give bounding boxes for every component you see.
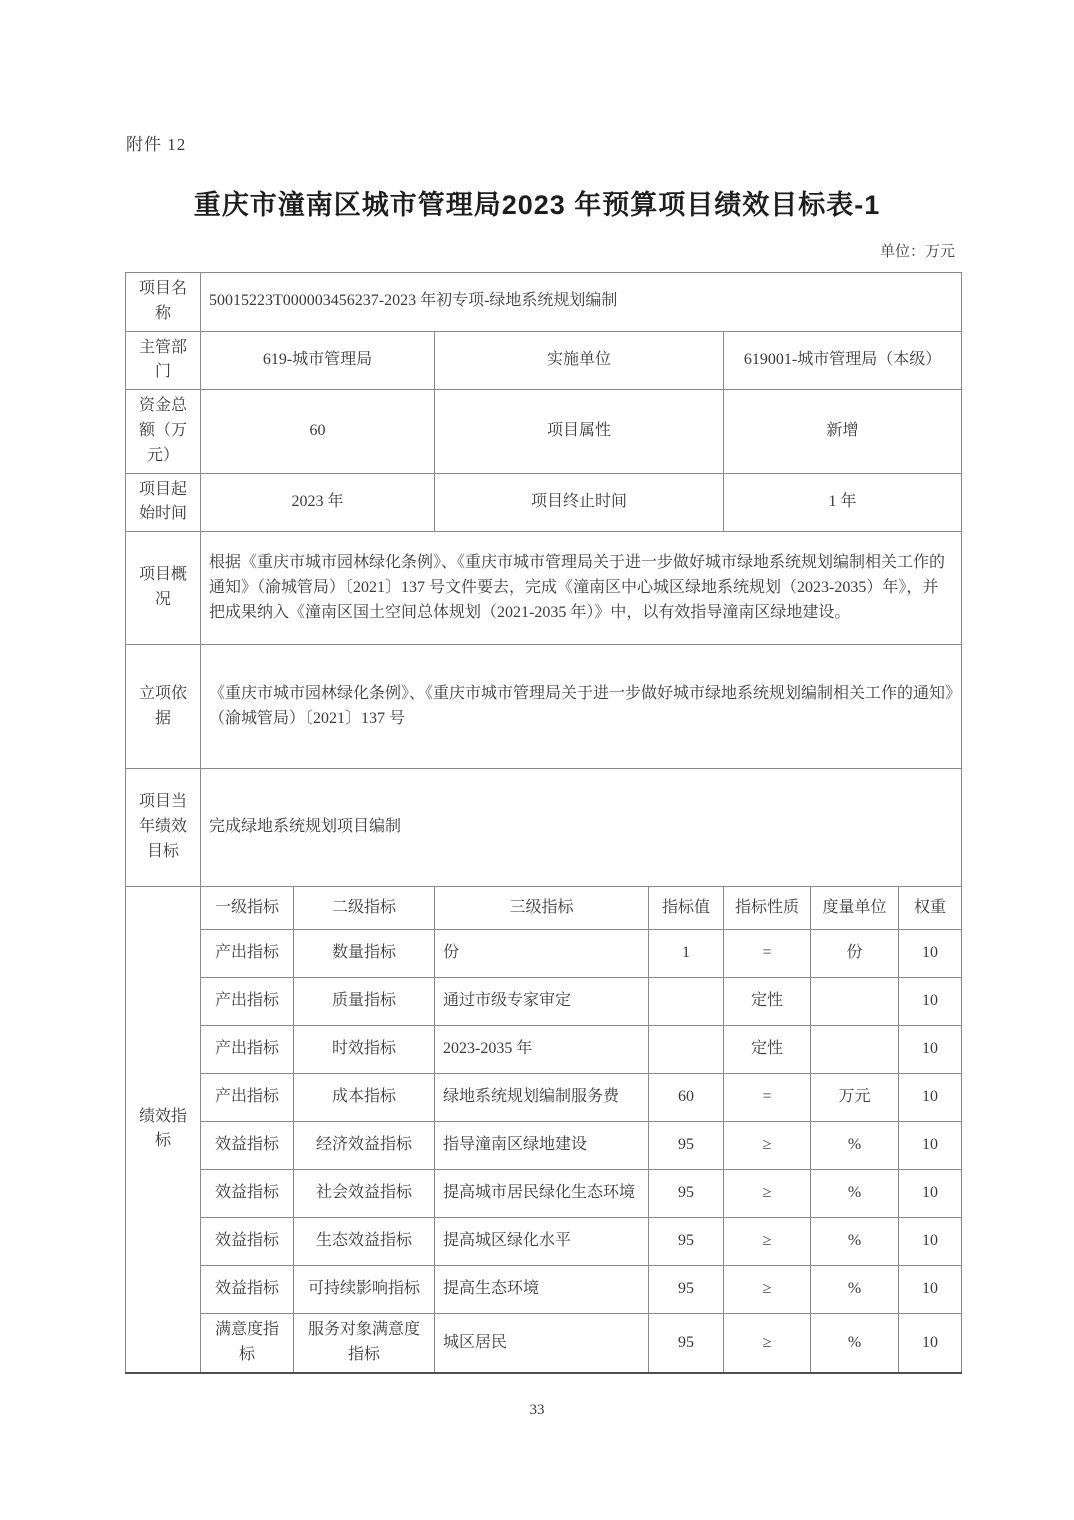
page-number: 33 [529, 1402, 545, 1418]
indicator-cell: 10 [899, 1266, 962, 1314]
indicator-cell: 效益指标 [201, 1122, 294, 1170]
row-basis [126, 645, 962, 769]
row-overview [126, 532, 962, 645]
row-label: 项目当年绩效目标 [126, 769, 201, 887]
indicator-cell: 10 [899, 1122, 962, 1170]
indicator-cell: 95 [649, 1170, 724, 1218]
col-header: 三级指标 [435, 887, 649, 930]
indicator-cell: 份 [811, 930, 899, 978]
project-attribute-value: 新增 [724, 390, 962, 473]
row-dates [126, 473, 962, 532]
indicator-cell: ≥ [724, 1122, 811, 1170]
indicator-cell: 效益指标 [201, 1266, 294, 1314]
indicator-cell: 提高生态环境 [435, 1266, 649, 1314]
indicator-cell: ≥ [724, 1314, 811, 1373]
indicator-cell: 万元 [811, 1074, 899, 1122]
row-label: 项目属性 [435, 390, 724, 473]
indicator-cell: 定性 [724, 1026, 811, 1074]
row-label: 主管部门 [126, 331, 201, 390]
indicator-cell: 通过市级专家审定 [435, 978, 649, 1026]
indicator-cell [649, 978, 724, 1026]
funds-value: 60 [201, 390, 435, 473]
row-department [126, 331, 962, 390]
indicator-cell: 10 [899, 1170, 962, 1218]
performance-target-table [125, 272, 962, 1374]
indicator-cell: 可持续影响指标 [294, 1266, 435, 1314]
section-label: 绩效指标 [126, 887, 201, 1373]
indicator-cell [811, 1026, 899, 1074]
indicator-cell: 10 [899, 1314, 962, 1373]
row-label: 项目起始时间 [126, 473, 201, 532]
department-value: 619-城市管理局 [201, 331, 435, 390]
indicator-cell: 95 [649, 1314, 724, 1373]
indicator-cell: 10 [899, 1074, 962, 1122]
indicator-cell: 产出指标 [201, 1074, 294, 1122]
indicator-cell: % [811, 1266, 899, 1314]
col-header: 指标性质 [724, 887, 811, 930]
indicator-cell: 效益指标 [201, 1218, 294, 1266]
indicator-cell: ≥ [724, 1218, 811, 1266]
indicator-cell [811, 978, 899, 1026]
indicator-cell: 指导潼南区绿地建设 [435, 1122, 649, 1170]
indicator-cell: 满意度指标 [201, 1314, 294, 1373]
row-label: 项目终止时间 [435, 473, 724, 532]
indicator-row [126, 978, 962, 1026]
end-time-value: 1 年 [724, 473, 962, 532]
indicator-cell: 95 [649, 1266, 724, 1314]
indicator-cell: % [811, 1218, 899, 1266]
indicator-cell: 95 [649, 1218, 724, 1266]
indicator-cell: 城区居民 [435, 1314, 649, 1373]
indicator-cell: 经济效益指标 [294, 1122, 435, 1170]
indicator-cell: 2023-2035 年 [435, 1026, 649, 1074]
indicator-cell: 定性 [724, 978, 811, 1026]
indicator-cell: 提高城市居民绿化生态环境 [435, 1170, 649, 1218]
indicator-header-row [126, 887, 962, 930]
indicator-row [126, 930, 962, 978]
col-header: 二级指标 [294, 887, 435, 930]
indicator-cell: 生态效益指标 [294, 1218, 435, 1266]
col-header: 权重 [899, 887, 962, 930]
indicator-cell: 产出指标 [201, 978, 294, 1026]
indicator-row [126, 1266, 962, 1314]
indicator-row [126, 1218, 962, 1266]
indicator-cell: 产出指标 [201, 1026, 294, 1074]
attachment-label: 附件 12 [126, 135, 187, 154]
indicator-cell: 服务对象满意度指标 [294, 1314, 435, 1373]
row-label: 项目名称 [126, 273, 201, 332]
row-annual-target [126, 769, 962, 887]
indicator-cell: 社会效益指标 [294, 1170, 435, 1218]
row-label: 资金总额（万元） [126, 390, 201, 473]
indicator-row [126, 1026, 962, 1074]
info-rows [126, 273, 962, 887]
start-time-value: 2023 年 [201, 473, 435, 532]
page-title: 重庆市潼南区城市管理局2023 年预算项目绩效目标表-1 [193, 190, 881, 220]
row-label: 立项依据 [126, 645, 201, 769]
indicator-cell: ≥ [724, 1266, 811, 1314]
unit-note: 单位：万元 [879, 244, 955, 260]
row-label: 项目概况 [126, 532, 201, 645]
project-basis-value: 《重庆市城市园林绿化条例》、《重庆市城市管理局关于进一步做好城市绿地系统规划编制相关工作的通知》（渝城管局）〔2021〕137 号 [201, 645, 962, 769]
row-funds [126, 390, 962, 473]
indicator-cell: % [811, 1122, 899, 1170]
indicator-cell: 提高城区绿化水平 [435, 1218, 649, 1266]
table-container [125, 272, 962, 1374]
indicator-cell: 份 [435, 930, 649, 978]
indicator-cell: 60 [649, 1074, 724, 1122]
indicator-cell: 1 [649, 930, 724, 978]
project-name-value: 50015223T000003456237-2023 年初专项-绿地系统规划编制 [201, 273, 962, 332]
indicator-cell: 数量指标 [294, 930, 435, 978]
indicator-cell [649, 1026, 724, 1074]
row-label: 实施单位 [435, 331, 724, 390]
indicator-row [126, 1170, 962, 1218]
indicator-cell: ≥ [724, 1170, 811, 1218]
indicator-cell: 时效指标 [294, 1026, 435, 1074]
indicator-cell: = [724, 930, 811, 978]
indicator-cell: 10 [899, 1218, 962, 1266]
col-header: 指标值 [649, 887, 724, 930]
implement-unit-value: 619001-城市管理局（本级） [724, 331, 962, 390]
indicator-cell: 成本指标 [294, 1074, 435, 1122]
annual-target-value: 完成绿地系统规划项目编制 [201, 769, 962, 887]
col-header: 一级指标 [201, 887, 294, 930]
project-overview-value: 根据《重庆市城市园林绿化条例》、《重庆市城市管理局关于进一步做好城市绿地系统规划编制相关工作的通知》（渝城管局）〔2021〕137 号文件要去，完成《潼南区中心城区绿地系统规划（2023-2035）年》，并把成果纳入《潼南区国土空间总体规划（2021-2035 年）》中，以有效指导潼南区绿地建设。 [201, 532, 962, 645]
indicator-cell: 10 [899, 978, 962, 1026]
indicator-row [126, 1314, 962, 1373]
indicator-cell: 质量指标 [294, 978, 435, 1026]
indicator-cell: % [811, 1314, 899, 1373]
indicator-row [126, 1074, 962, 1122]
indicator-section [126, 887, 962, 1373]
indicator-row [126, 1122, 962, 1170]
indicator-cell: = [724, 1074, 811, 1122]
col-header: 度量单位 [811, 887, 899, 930]
indicator-cell: % [811, 1170, 899, 1218]
indicator-cell: 产出指标 [201, 930, 294, 978]
indicator-cell: 95 [649, 1122, 724, 1170]
indicator-cell: 绿地系统规划编制服务费 [435, 1074, 649, 1122]
indicator-cell: 10 [899, 930, 962, 978]
indicator-cell: 效益指标 [201, 1170, 294, 1218]
indicator-cell: 10 [899, 1026, 962, 1074]
row-project-name [126, 273, 962, 332]
